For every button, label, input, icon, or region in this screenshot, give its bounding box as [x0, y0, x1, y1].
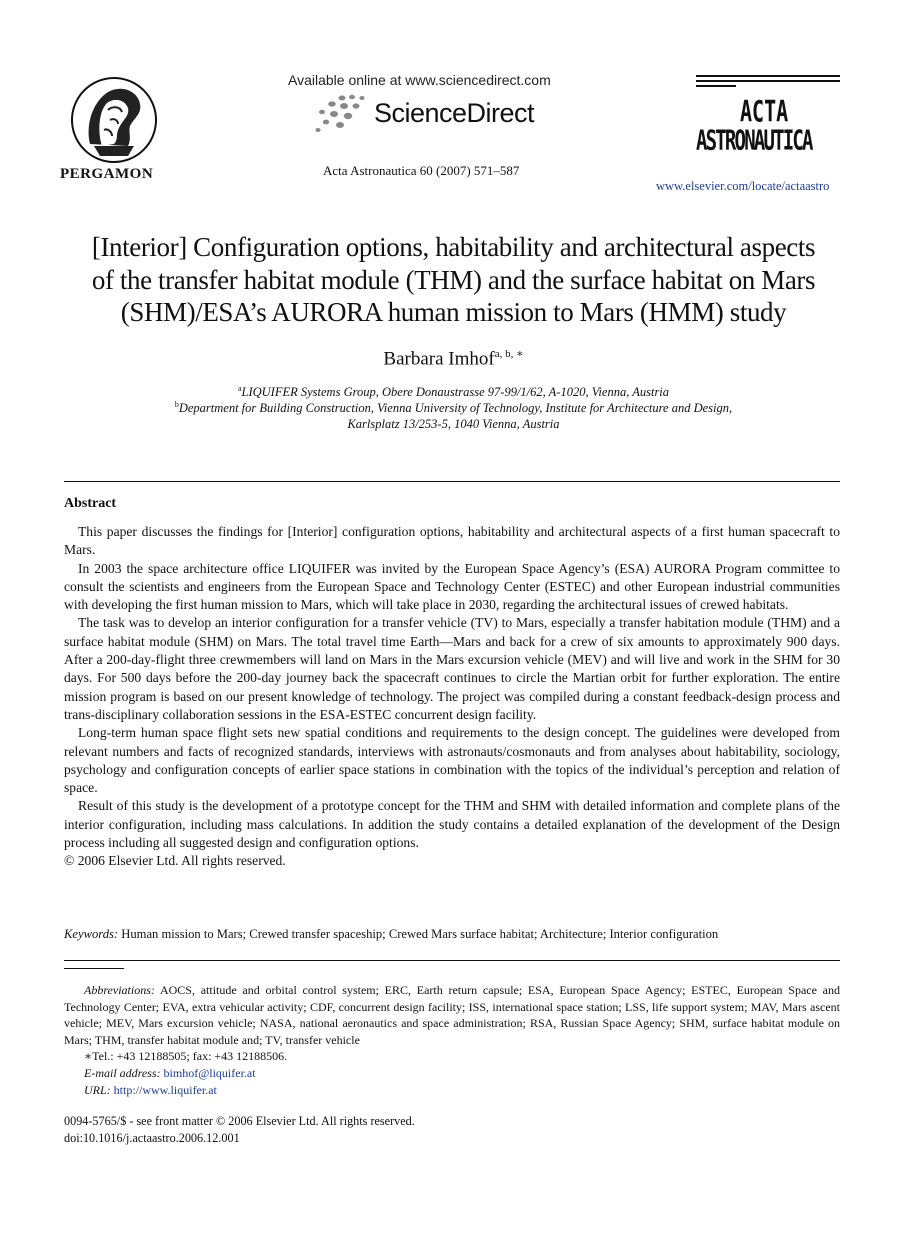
affiliation-a	[0, 384, 907, 400]
footnote-tel: ∗Tel.: +43 12188505; fax: +43 12188506.	[84, 1049, 288, 1064]
abstract-paragraph: Result of this study is the development of a prototype concept for the THM and SHM with detailed information and complete plans of the interior configuration, including mass calculations. In addition the study contains a detailed explanation of the development of the Design process including all suggested design and configuration options.	[64, 798, 840, 851]
keywords	[64, 927, 840, 942]
affiliation-text: LIQUIFER Systems Group, Obere Donaustrasse 97-99/1/62, A-1020, Vienna, Austria	[241, 385, 670, 400]
keywords-label: Keywords:	[64, 927, 119, 941]
doi-line: doi:10.1016/j.actaastro.2006.12.001	[64, 1131, 240, 1145]
abstract-paragraph: The task was to develop an interior configuration for a transfer vehicle (TV) to Mars, especially a transfer habitation module (THM) and a surface habitat module (SHM) on Mars. The total travel time Earth—Mars and back for a crew of six amounts to approximately 900 days. After a 200-day-flight three crewmembers will land on Mars in the Mars excursion vehicle (MEV) and will live and work in the SHM for 30 days. For 500 days before the 200-day journey back the spacecraft continues to circle the Martian orbit for further exploration. The entire mission program is based on our present knowledge of technology. The project was compiled during a constant feedback-design process and trans-disciplinary collaboration sessions in the ESA-ESTEC concurrent design facility.	[64, 615, 840, 722]
url-link[interactable]: http://www.liquifer.at	[113, 1082, 217, 1097]
affiliation-mark: b	[174, 400, 179, 409]
front-matter	[64, 1113, 415, 1147]
abbreviations-label: Abbreviations:	[84, 983, 155, 997]
abstract-copyright: © 2006 Elsevier Ltd. All rights reserved.	[64, 853, 286, 869]
divider	[64, 481, 840, 482]
author-name: Barbara Imhof	[383, 348, 495, 370]
journal-logo-word-acta: ACTA	[740, 94, 789, 129]
journal-logo-word-astronautica: ASTRONAUTICA	[696, 125, 812, 157]
affiliation-text: Department for Building Construction, Vienna University of Technology, Institute for Architecture and Design,	[178, 401, 733, 416]
footnote-divider	[64, 968, 124, 969]
journal-citation: Acta Astronautica 60 (2007) 571–587	[323, 163, 520, 178]
divider	[64, 960, 840, 961]
footnotes	[64, 982, 840, 1098]
footnote-email	[64, 1065, 840, 1082]
affiliation-b-cont	[0, 417, 907, 432]
abstract-paragraph: Long-term human space flight sets new spatial conditions and requirements to the design concept. The guidelines were developed from relevant numbers and facts of recognized standards, interviews with astronauts/cosmonauts and from analyses about habitability, sociology, psychology and configuration concepts of earlier space stations in combination with the topics of the individual’s perception and relation of space.	[64, 725, 840, 796]
journal-url-link[interactable]: www.elsevier.com/locate/actaastro	[656, 179, 830, 193]
email-link[interactable]: bimhof@liquifer.at	[163, 1065, 256, 1080]
author-line	[0, 347, 907, 370]
keywords-text: Human mission to Mars; Crewed transfer spaceship; Crewed Mars surface habitat; Architecture; Interior configuration	[121, 927, 719, 941]
title-line: [Interior] Configuration options, habitability and architectural aspects	[91, 232, 816, 262]
footnote-abbreviations	[64, 982, 840, 1048]
paper-title	[40, 231, 867, 329]
sciencedirect-dots-icon	[312, 92, 372, 136]
abstract-body	[64, 523, 840, 871]
title-line: (SHM)/ESA’s AURORA human mission to Mars (HMM) study	[120, 297, 787, 327]
publisher-name: PERGAMON	[60, 166, 154, 182]
journal-logo	[696, 75, 840, 155]
publisher-logo	[60, 74, 170, 183]
abstract-paragraph: In 2003 the space architecture office LIQUIFER was invited by the European Space Agency’s (ESA) AURORA Program committee to consult the scientists and engineers from the European Space and Technology Center (ESTEC) and other European industrial communities with developing the first human mission to Mars, which will take place in 2030, regarding the architectural issues of crewed habitats.	[64, 560, 840, 613]
journal-logo-rules	[696, 75, 840, 90]
abstract-heading: Abstract	[64, 496, 117, 511]
title-line: of the transfer habitat module (THM) and the surface habitat on Mars	[91, 264, 816, 295]
url-label: URL:	[84, 1082, 111, 1097]
email-label: E-mail address:	[84, 1065, 161, 1080]
pergamon-emblem-icon	[68, 74, 160, 164]
issn-line: 0094-5765/$ - see front matter © 2006 Elsevier Ltd. All rights reserved.	[64, 1114, 415, 1128]
affiliation-mark: a	[237, 384, 242, 393]
abbreviations-text: AOCS, attitude and orbital control system; ERC, Earth return capsule; ESA, European Space Agency; ESTEC, European Space and Technology Center; EVA, extra vehicular activity; CDF, concurrent design facility; ISS, international space station; LSS, life support system; MAV, Mars ascent vehicle; MEV, Mars excursion vehicle; NASA, national aeronautics and space administration; RSA, Russian Space Agency; SHM, surface habitat module on Mars; THM, transfer habitat module and; TV, transfer vehicle	[64, 983, 840, 1047]
abstract-paragraph: This paper discusses the findings for [Interior] configuration options, habitability and architectural aspects of a first human spacecraft to Mars.	[64, 524, 840, 558]
footnote-url	[64, 1082, 840, 1099]
sciencedirect-logo[interactable]	[312, 92, 552, 136]
affiliation-b	[0, 400, 907, 416]
available-online-text: Available online at www.sciencedirect.com	[288, 72, 551, 88]
affiliation-text: Karlsplatz 13/253-5, 1040 Vienna, Austria	[347, 417, 560, 431]
author-marks: a, b, ∗	[494, 348, 524, 360]
sciencedirect-brand: ScienceDirect	[374, 98, 535, 128]
